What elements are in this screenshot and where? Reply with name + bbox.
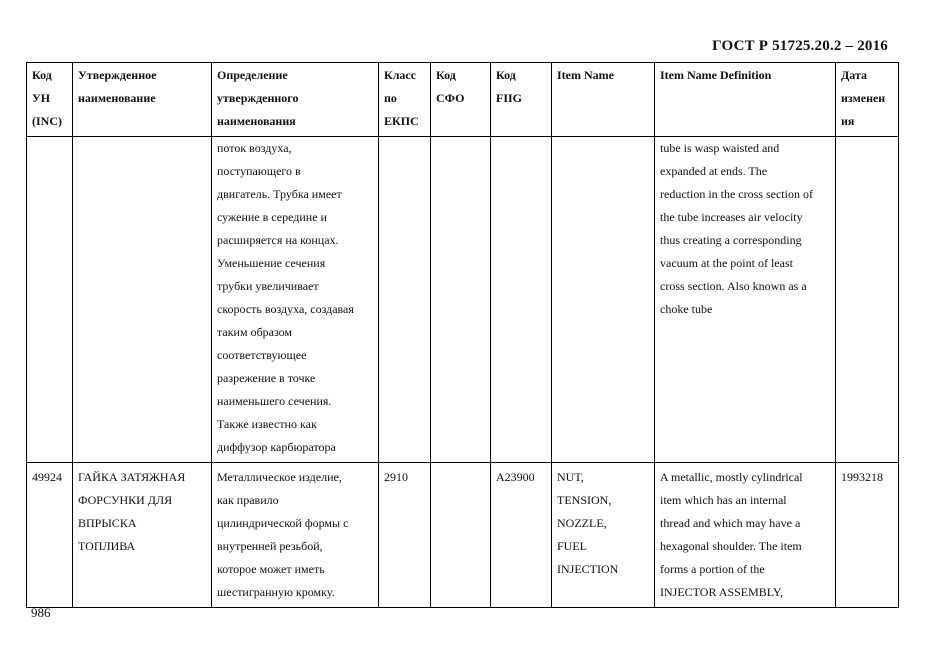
cell-code-sfo xyxy=(431,137,491,463)
cell-inc xyxy=(27,137,73,463)
column-header-item-name-definition: Item Name Definition xyxy=(655,63,836,137)
table-row xyxy=(27,137,899,463)
page-number: 986 xyxy=(31,605,51,620)
column-header-class-ekps: Класс по ЕКПС xyxy=(379,63,431,137)
cell-item-name: NUT, TENSION, NOZZLE, FUEL INJECTION xyxy=(552,463,655,608)
cell-item-name-definition: tube is wasp waisted and expanded at ends. The reduction in the cross section of the tube increases air velocity thus creating a corresponding vacuum at the point of least cross section. Also known as a choke tube xyxy=(655,137,836,463)
cell-change-date: 1993218 xyxy=(836,463,899,608)
cell-class-ekps: 2910 xyxy=(379,463,431,608)
cell-item-name xyxy=(552,137,655,463)
column-header-code-fiig: Код FIIG xyxy=(491,63,552,137)
cell-definition-ru: Металлическое изделие, как правило цилиндрической формы с внутренней резьбой, которое может иметь шестигранную кромку. xyxy=(212,463,379,608)
cell-approved-name xyxy=(73,137,212,463)
column-header-code-sfo: Код СФО xyxy=(431,63,491,137)
cell-change-date xyxy=(836,137,899,463)
cell-code-fiig: A23900 xyxy=(491,463,552,608)
cell-item-name-definition: A metallic, mostly cylindrical item which has an internal thread and which may have a hexagonal shoulder. The item forms a portion of the INJECTOR ASSEMBLY, xyxy=(655,463,836,608)
cell-approved-name: ГАЙКА ЗАТЯЖНАЯ ФОРСУНКИ ДЛЯ ВПРЫСКА ТОПЛИВА xyxy=(73,463,212,608)
column-header-change-date: Дата изменен ия xyxy=(836,63,899,137)
column-header-approved-name: Утвержденное наименование xyxy=(73,63,212,137)
column-header-item-name: Item Name xyxy=(552,63,655,137)
cell-definition-ru: поток воздуха, поступающего в двигатель. Трубка имеет сужение в середине и расширяется на концах. Уменьшение сечения трубки увеличивает скорость воздуха, создавая таким образом соответствующее разрежение в точке наименьшего сечения. Также известно как диффузор карбюратора xyxy=(212,137,379,463)
cell-class-ekps xyxy=(379,137,431,463)
column-header-inc: Код УН (INC) xyxy=(27,63,73,137)
cell-code-sfo xyxy=(431,463,491,608)
catalog-table xyxy=(26,62,899,608)
cell-code-fiig xyxy=(491,137,552,463)
document-standard-header: ГОСТ Р 51725.20.2 – 2016 xyxy=(712,38,888,54)
column-header-definition-ru: Определение утвержденного наименования xyxy=(212,63,379,137)
table-header-row xyxy=(27,63,899,137)
table-row xyxy=(27,463,899,608)
cell-inc: 49924 xyxy=(27,463,73,608)
